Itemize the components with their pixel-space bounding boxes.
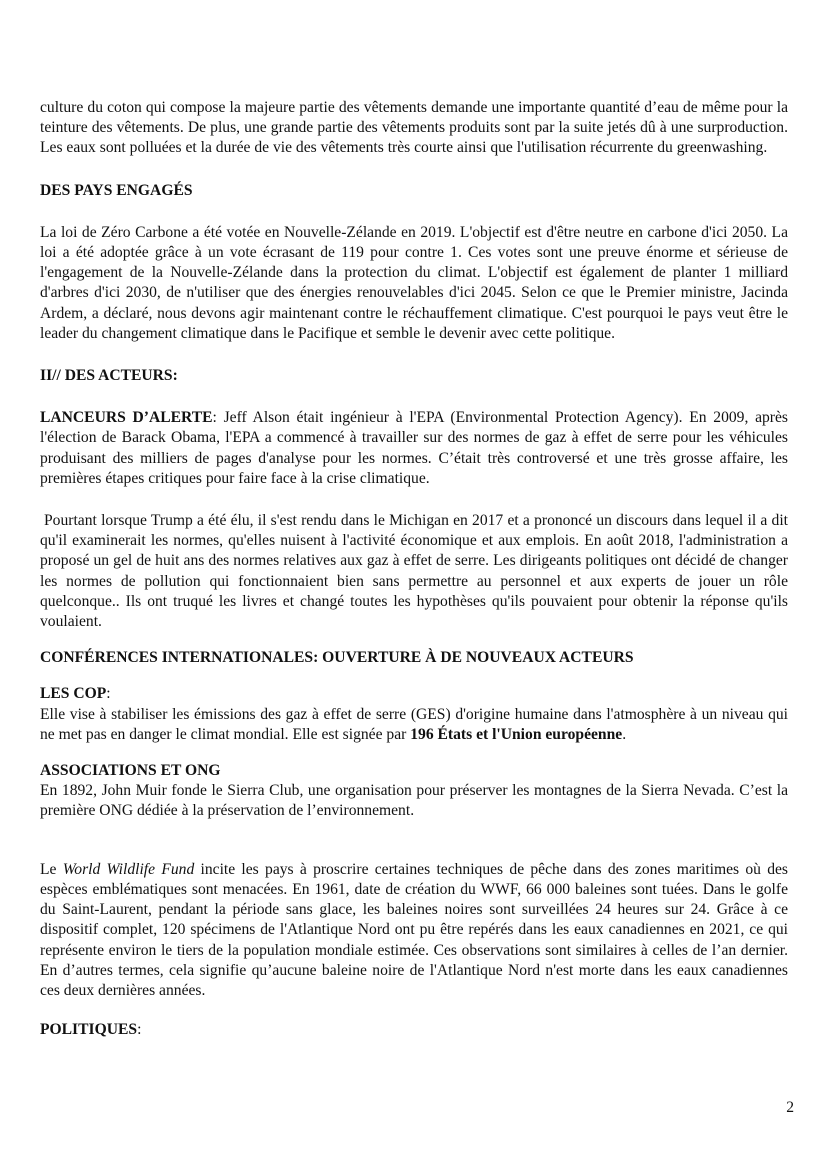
- heading-pays-engages: DES PAYS ENGAGÉS: [40, 181, 193, 199]
- lanceurs-alerte-text: : Jeff Alson était ingénieur à l'EPA (Environmental Protection Agency). En 2009, après l'élection de Barack Obama, l'EPA a commencé à travailler sur des normes de gaz à effet de serre pour les véhicules produisant des milliers de pages d'analyse pour les normes. C’était très controversé et une très grosse affaire, les premières étapes critiques pour faire face à la crise climatique.: [40, 409, 788, 487]
- cop-label: LES COP: [40, 685, 107, 703]
- paragraph-intro: culture du coton qui compose la majeure partie des vêtements demande une importante quantité d’eau de même pour la teinture des vêtements. De plus, une grande partie des vêtements produits sont par la suite jetés dû à une surproduction. Les eaux sont polluées et la durée de vie des vêtements très courte ainsi que l'utilisation récurrente du greenwashing.: [40, 99, 788, 157]
- paragraph-pays-engages: La loi de Zéro Carbone a été votée en Nouvelle-Zélande en 2019. L'objectif est d'être neutre en carbone d'ici 2050. La loi a été adoptée grâce à un vote écrasant de 119 pour contre 1. Ces votes sont une preuve énorme et sérieuse de l'engagement de la Nouvelle-Zélande dans la protection du climat. L'objectif est également de planter 1 milliard d'arbres d'ici 2030, de n'utiliser que des énergies renouvelables d'ici 2045. Selon ce que le Premier ministre, Jacinda Ardem, a déclaré, nous devons agir maintenant contre le réchauffement climatique. C'est pourquoi le pays veut être le leader du changement climatique dans le Pacifique et semble le devenir avec cette politique.: [40, 223, 788, 342]
- heading-conferences: CONFÉRENCES INTERNATIONALES: OUVERTURE À DE NOUVEAUX ACTEURS: [40, 649, 634, 667]
- wwf-prefix: Le: [40, 860, 63, 878]
- cop-end: .: [622, 725, 627, 743]
- paragraph-lanceurs-alerte: [40, 408, 788, 489]
- page-number: 2: [786, 1099, 794, 1116]
- heading-associations-ong: ASSOCIATIONS ET ONG: [40, 762, 221, 780]
- document-body: [40, 98, 788, 1040]
- paragraph-cop: [40, 705, 788, 745]
- cop-heading-line: [40, 684, 788, 704]
- cop-text: Elle vise à stabiliser les émissions des gaz à effet de serre (GES) d'origine humaine dans l'atmosphère à un niveau qui ne met pas en danger le climat mondial. Elle est signée par: [40, 705, 788, 743]
- politiques-heading-line: [40, 1020, 788, 1040]
- wwf-italic-name: World Wildlife Fund: [62, 860, 195, 878]
- paragraph-sierra-club: En 1892, John Muir fonde le Sierra Club, une organisation pour préserver les montagnes de la Sierra Nevada. C’est la première ONG dédiée à la préservation de l’environnement.: [40, 782, 788, 820]
- heading-politiques: POLITIQUES: [40, 1021, 138, 1039]
- paragraph-wwf: [40, 860, 788, 1001]
- heading-acteurs: II// DES ACTEURS:: [40, 367, 178, 385]
- lanceurs-alerte-label: LANCEURS D’ALERTE: [40, 409, 213, 427]
- paragraph-trump: Pourtant lorsque Trump a été élu, il s'est rendu dans le Michigan en 2017 et a prononcé un discours dans lequel il a dit qu'il examinerait les normes, qu'elles nuisent à l'activité économique et aux emplois. En août 2018, l'administration a proposé un gel de huit ans des normes relatives aux gaz à effet de serre. Les dirigeants politiques ont décidé de changer les normes de pollution qui fonctionnaient bien sans permettre au personnel et aux experts de jouer un rôle quelconque.. Ils ont truqué les livres et changé toutes les hypothèses qu'ils pouvaient pour obtenir la réponse qu'ils voulaient.: [40, 512, 788, 631]
- cop-colon: :: [106, 685, 111, 703]
- cop-bold-text: 196 États et l'Union européenne: [410, 725, 623, 743]
- politiques-colon: :: [137, 1021, 142, 1039]
- wwf-text: incite les pays à proscrire certaines techniques de pêche dans des zones maritimes où des espèces emblématiques sont menacées. En 1961, date de création du WWF, 66 000 baleines sont tuées. Dans le golfe du Saint-Laurent, pendant la période sans glace, les baleines noires sont surveillées 24 heures sur 24. Grâce à ce dispositif complet, 120 spécimens de l'Atlantique Nord ont pu être repérés dans les eaux canadiennes en 2021, ce qui représente environ le tiers de la population mondiale estimée. Ces observations sont similaires à celles de l’an dernier. En d’autres termes, cela signifie qu’aucune baleine noire de l'Atlantique Nord n'est morte dans les eaux canadiennes ces deux dernières années.: [40, 860, 788, 999]
